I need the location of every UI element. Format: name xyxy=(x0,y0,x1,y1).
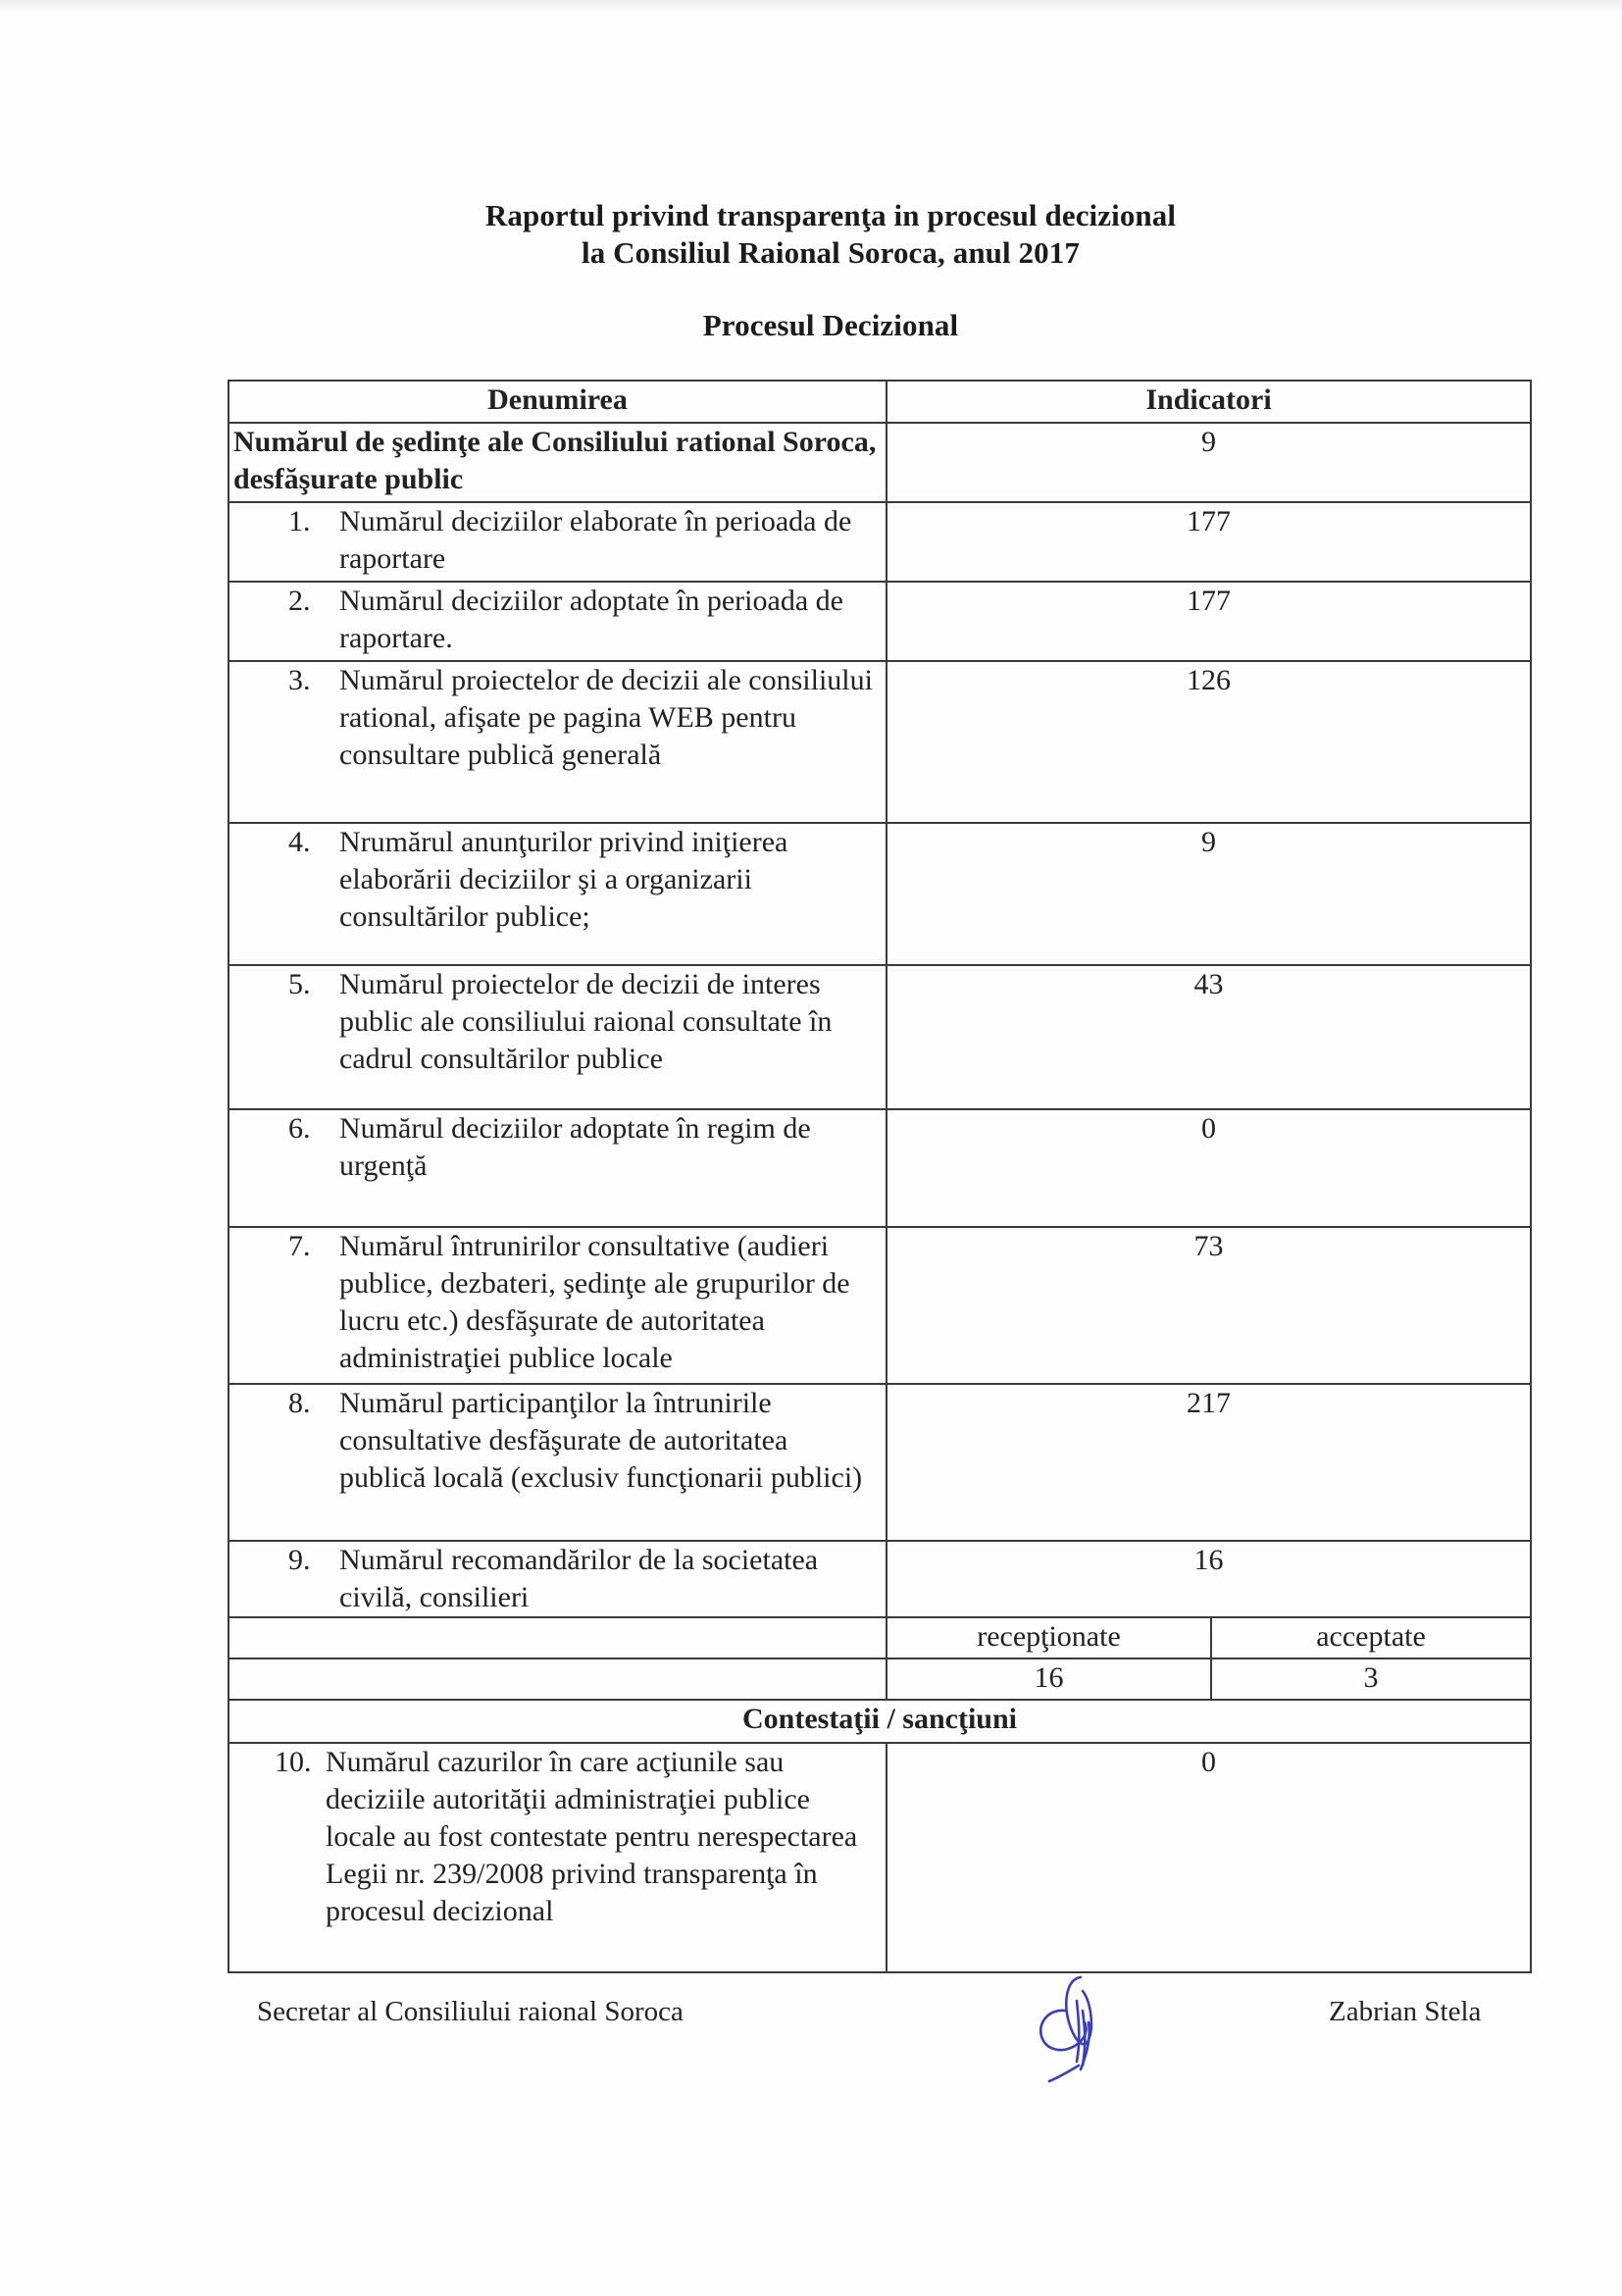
table-row xyxy=(228,823,1531,965)
handwritten-signature-icon xyxy=(1020,1971,1128,2089)
signatory-position: Secretar al Consiliului raional Soroca xyxy=(257,1996,684,2027)
row-label-cell xyxy=(228,1227,887,1384)
row-number: 3. xyxy=(288,664,311,696)
scan-edge-artifact xyxy=(0,0,1622,14)
row-label-cell xyxy=(228,965,887,1109)
table-row xyxy=(228,965,1531,1109)
row-label-cell xyxy=(228,1541,887,1617)
contestations-section-row xyxy=(228,1700,1531,1743)
accepted-value: 3 xyxy=(1211,1658,1531,1700)
row-label: Numărul participanţilor la întrunirile consultative desfăşurate de autoritatea publică locală (exclusiv funcţionarii publici) xyxy=(339,1387,863,1494)
row-label: Numărul întrunirilor consultative (audieri publice, dezbateri, şedinţe ale grupurilor de lucru etc.) desfăşurate de autoritatea administraţiei publice locale xyxy=(339,1230,850,1374)
sessions-value: 9 xyxy=(887,423,1531,502)
row-value: 217 xyxy=(887,1384,1531,1541)
row-label-cell xyxy=(228,1384,887,1541)
row-label: Numărul cazurilor în care acţiunile sau deciziile autorităţii administraţiei publice locale au fost contestate pentru nerespectarea Legii nr. 239/2008 privind transparenţa în procesul decizional xyxy=(326,1746,858,1927)
section-title: Procesul Decizional xyxy=(702,308,959,342)
row-label-cell xyxy=(228,661,887,823)
row-value: 0 xyxy=(887,1109,1531,1227)
row-number: 2. xyxy=(288,585,311,617)
row-value: 177 xyxy=(887,582,1531,661)
received-label: recepţionate xyxy=(887,1617,1211,1658)
empty-cell xyxy=(228,1658,887,1700)
row-value: 73 xyxy=(887,1227,1531,1384)
report-title-line2: la Consiliul Raional Soroca, anul 2017 xyxy=(582,235,1080,270)
table-row xyxy=(228,661,1531,823)
row-value: 0 xyxy=(887,1743,1531,1972)
table-row xyxy=(228,502,1531,582)
signatory-name: Zabrian Stela xyxy=(1329,1996,1482,2027)
table-row xyxy=(228,1109,1531,1227)
received-value: 16 xyxy=(887,1658,1211,1700)
table-row xyxy=(228,1743,1531,1972)
row-number: 10. xyxy=(275,1746,312,1778)
recommendations-values-row xyxy=(228,1658,1531,1700)
row-label: Numărul recomandărilor de la societatea civilă, consilieri xyxy=(339,1544,819,1613)
row-label: Numărul proiectelor de decizii de interes public ale consiliului raional consultate în cadrul consultărilor publice xyxy=(339,968,833,1075)
row-number: 4. xyxy=(288,826,311,858)
row-value: 9 xyxy=(887,823,1531,965)
row-number: 7. xyxy=(288,1230,311,1262)
table-row xyxy=(228,1384,1531,1541)
table-header-row xyxy=(228,381,1531,423)
row-value: 43 xyxy=(887,965,1531,1109)
row-label: Numărul deciziilor adoptate în perioada de raportare. xyxy=(339,585,843,654)
row-label-cell xyxy=(228,582,887,661)
row-number: 9. xyxy=(288,1544,311,1576)
recommendations-labels-row xyxy=(228,1617,1531,1658)
row-value: 177 xyxy=(887,502,1531,582)
report-title-line1: Raportul privind transparenţa in procesul decizional xyxy=(484,198,1177,232)
row-label: Numărul deciziilor elaborate în perioada de raportare xyxy=(339,505,852,575)
row-label: Numărul deciziilor adoptate în regim de urgenţă xyxy=(339,1112,811,1182)
row-label: Numărul proiectelor de decizii ale consiliului rational, afişate pe pagina WEB pentru consultare publică generală xyxy=(339,664,873,771)
row-number: 1. xyxy=(288,505,311,537)
row-label-cell xyxy=(228,1743,887,1972)
row-number: 8. xyxy=(288,1387,311,1419)
row-label-cell xyxy=(228,823,887,965)
decision-process-table xyxy=(228,380,1532,1973)
row-number: 6. xyxy=(288,1112,311,1145)
empty-cell xyxy=(228,1617,887,1658)
row-label: Nrumărul anunţurilor privind iniţierea elaborării deciziilor şi a organizarii consultărilor publice; xyxy=(339,826,788,933)
table-row-sessions xyxy=(228,423,1531,502)
sessions-label: Numărul de şedinţe ale Consiliului rational Soroca, desfăşurate public xyxy=(228,423,887,502)
header-indicators: Indicatori xyxy=(887,381,1531,423)
table-row xyxy=(228,1227,1531,1384)
table-row xyxy=(228,1541,1531,1617)
table-row xyxy=(228,582,1531,661)
header-name: Denumirea xyxy=(228,381,887,423)
row-value: 16 xyxy=(887,1541,1531,1617)
row-value: 126 xyxy=(887,661,1531,823)
accepted-label: acceptate xyxy=(1211,1617,1531,1658)
row-label-cell xyxy=(228,1109,887,1227)
row-number: 5. xyxy=(288,968,311,1000)
row-label-cell xyxy=(228,502,887,582)
contestations-section-title: Contestaţii / sancţiuni xyxy=(228,1700,1531,1743)
